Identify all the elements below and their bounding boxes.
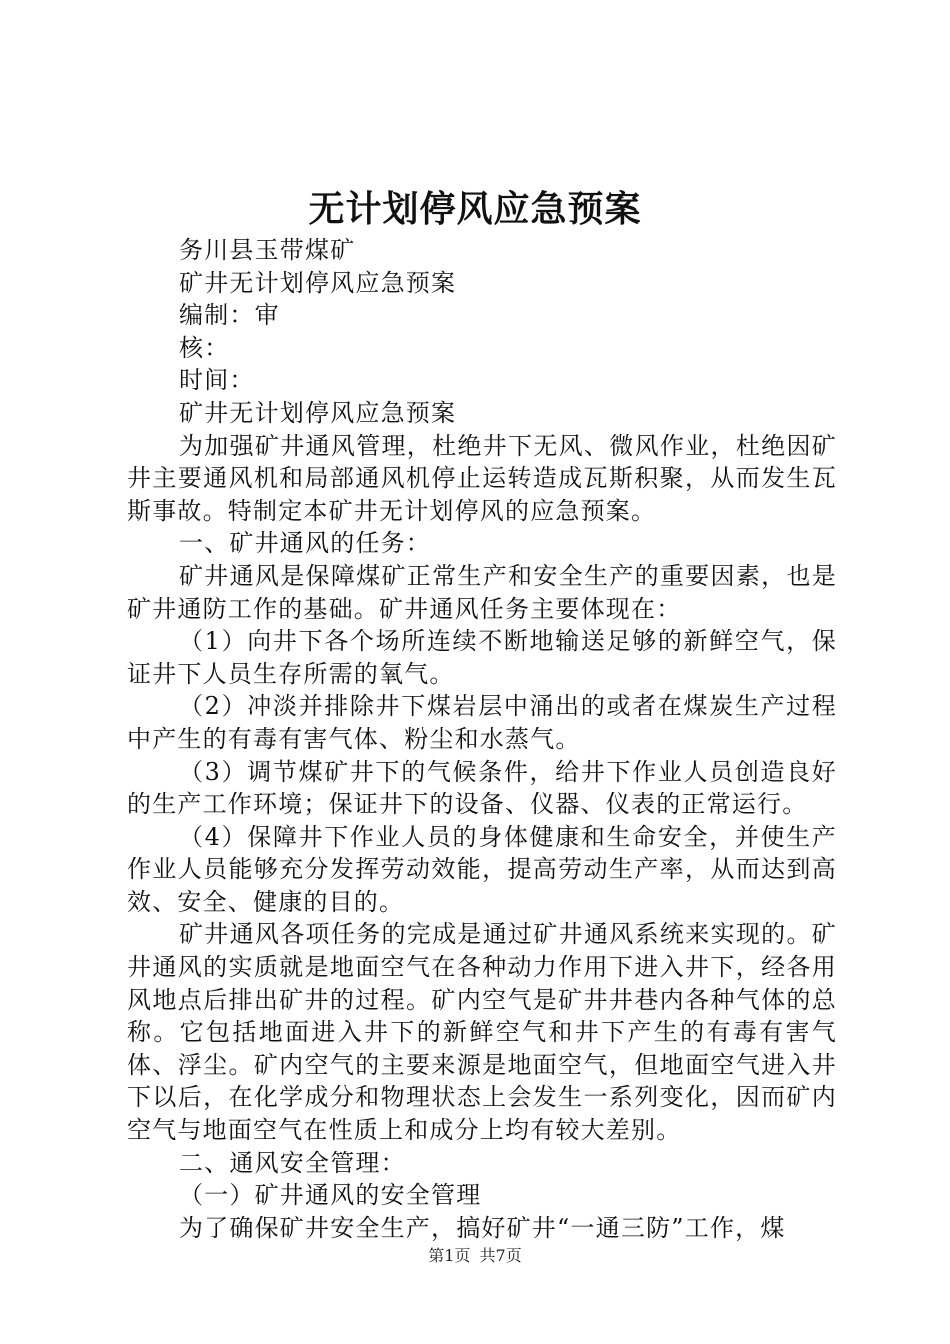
paragraph-author: 编制：审	[179, 301, 280, 330]
paragraph-date: 时间：	[179, 366, 255, 395]
page-total: 共7页	[479, 1246, 522, 1265]
paragraph-intro: 为加强矿井通风管理，杜绝井下无风、微风作业，杜绝因矿井主要通风机和局部通风机停止运转造成瓦斯积聚，从而发生瓦斯事故。特制定本矿井无计划停风的应急预案。	[127, 431, 837, 525]
list-item-4: （4）保障井下作业人员的身体健康和生命安全，并使生产作业人员能够充分发挥劳动效能，提高劳动生产率，从而达到高效、安全、健康的目的。	[127, 822, 837, 916]
paragraph-ventilation-system: 矿井通风各项任务的完成是通过矿井通风系统来实现的。矿井通风的实质就是地面空气在各种动力作用下进入井下，经各用风地点后排出矿井的过程。矿内空气是矿井井巷内各种气体的总称。它包括地面进入井下的新鲜空气和井下产生的有毒有害气体、浮尘。矿内空气的主要来源是地面空气，但地面空气进入井下以后，在化学成分和物理状态上会发生一系列变化，因而矿内空气与地面空气在性质上和成分上均有较大差别。	[127, 920, 837, 1145]
section-heading-1: 一、矿井通风的任务：	[179, 529, 431, 558]
paragraph-plan-name: 矿井无计划停风应急预案	[179, 268, 457, 297]
page-number: 第1页	[428, 1246, 471, 1265]
paragraph-reviewer: 核：	[179, 333, 230, 362]
document-body	[127, 234, 837, 1244]
subsection-heading-1: （一）矿井通风的安全管理	[179, 1181, 482, 1210]
section-heading-2: 二、通风安全管理：	[179, 1148, 406, 1177]
list-item-2: （2）冲淡并排除井下煤岩层中涌出的或者在煤炭生产过程中产生的有毒有害气体、粉尘和水蒸气。	[127, 692, 837, 753]
list-item-3: （3）调节煤矿井下的气候条件，给井下作业人员创造良好的生产工作环境；保证井下的设备、仪器、仪表的正常运行。	[127, 757, 837, 819]
page-footer	[0, 1245, 950, 1267]
document-title: 无计划停风应急预案	[308, 188, 642, 230]
paragraph-mine-name: 务川县玉带煤矿	[179, 236, 356, 264]
paragraph-ventilation-tasks: 矿井通风是保障煤矿正常生产和安全生产的重要因素，也是矿井通防工作的基础。矿井通风任务主要体现在：	[127, 561, 837, 623]
paragraph-plan-heading: 矿井无计划停风应急预案	[179, 398, 457, 427]
paragraph-safety-management: 为了确保矿井安全生产，搞好矿井“一通三防”工作，煤	[179, 1213, 786, 1242]
list-item-1: （1）向井下各个场所连续不断地输送足够的新鲜空气，保证井下人员生存所需的氧气。	[127, 627, 837, 688]
